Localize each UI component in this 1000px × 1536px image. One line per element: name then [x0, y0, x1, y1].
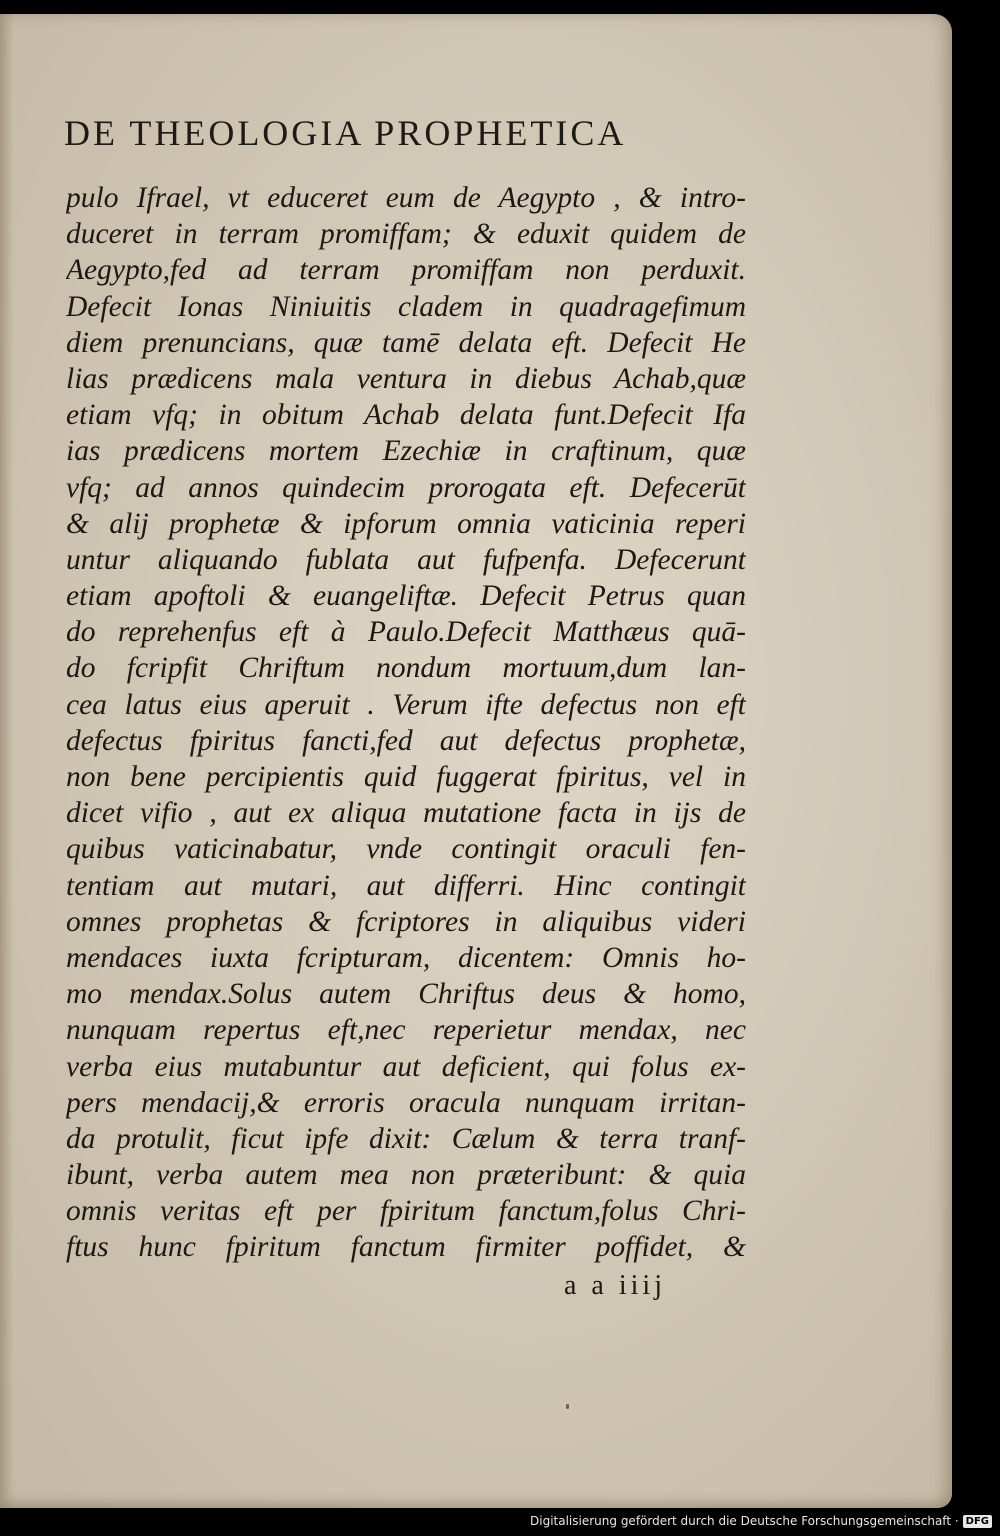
text-line: pers mendacij,& erroris oracula nunquam irritan-	[66, 1086, 746, 1119]
text-line: non bene percipientis quid fuggerat fpiritus, vel in	[66, 761, 746, 793]
text-line: mo mendax.Solus autem Chriftus deus & homo,	[66, 978, 746, 1011]
text-line: pulo Ifrael, vt educeret eum de Aegypto , & intro-	[66, 182, 746, 214]
text-line: nunquam repertus eft,nec reperietur mendax, nec	[66, 1014, 746, 1047]
paper-speck	[566, 1404, 569, 1409]
text-line: ftus hunc fpiritum fanctum firmiter poffidet, &	[66, 1231, 746, 1264]
text-line: Defecit Ionas Niniuitis cladem in quadragefimum	[66, 290, 746, 323]
text-line: ias prædicens mortem Ezechiæ in craftinum, quæ	[66, 435, 746, 468]
credit-text: Digitalisierung gefördert durch die Deutsche Forschungsgemeinschaft ·	[530, 1514, 959, 1528]
text-line: etiam vfq; in obitum Achab delata funt.Defecit Ifa	[66, 399, 746, 432]
text-line: etiam apoftoli & euangeliftæ. Defecit Petrus quan	[66, 580, 746, 613]
text-line: quibus vaticinabatur, vnde contingit oraculi fen-	[66, 833, 746, 866]
book-page	[0, 14, 952, 1508]
text-line: & alij prophetæ & ipforum omnia vaticinia reperi	[66, 507, 746, 540]
page-binding-shadow	[0, 14, 14, 1508]
text-line: do reprehenfus eft à Paulo.Defecit Matthæus quā-	[66, 616, 746, 649]
text-line: ibunt, verba autem mea non præteribunt: & quia	[66, 1159, 746, 1192]
text-line: mendaces iuxta fcripturam, dicentem: Omnis ho-	[66, 941, 746, 974]
text-line: omnis veritas eft per fpiritum fanctum,folus Chri-	[66, 1195, 746, 1228]
text-line: dicet vifio , aut ex aliqua mutatione facta in ijs de	[66, 797, 746, 830]
body-text	[66, 180, 746, 1266]
dfg-logo: DFG	[963, 1515, 992, 1528]
text-line: verba eius mutabuntur aut deficient, qui folus ex-	[66, 1050, 746, 1083]
text-line: vfq; ad annos quindecim prorogata eft. Defecerūt	[66, 471, 746, 504]
text-line: tentiam aut mutari, aut differri. Hinc contingit	[66, 869, 746, 902]
running-header: DE THEOLOGIA PROPHETICA	[64, 113, 627, 153]
text-line: lias prædicens mala ventura in diebus Achab,quæ	[66, 362, 746, 395]
text-line: cea latus eius aperuit . Verum ifte defectus non eft	[66, 688, 746, 721]
text-line: do fcripfit Chriftum nondum mortuum,dum lan-	[66, 652, 746, 685]
text-line: omnes prophetas & fcriptores in aliquibus videri	[66, 905, 746, 938]
text-line: defectus fpiritus fancti,fed aut defectus prophetæ,	[66, 724, 746, 757]
signature-mark: a a iiij	[564, 1270, 666, 1301]
text-line: untur aliquando fublata aut fufpenfa. Defecerunt	[66, 543, 746, 576]
digitization-credit	[530, 1510, 992, 1532]
text-line: Aegypto,fed ad terram promiffam non perduxit.	[66, 254, 746, 287]
text-line: duceret in terram promiffam; & eduxit quidem de	[66, 218, 746, 251]
text-line: diem prenuncians, quæ tamē delata eft. Defecit He	[66, 326, 746, 359]
text-line: da protulit, ficut ipfe dixit: Cælum & terra tranf-	[66, 1122, 746, 1155]
